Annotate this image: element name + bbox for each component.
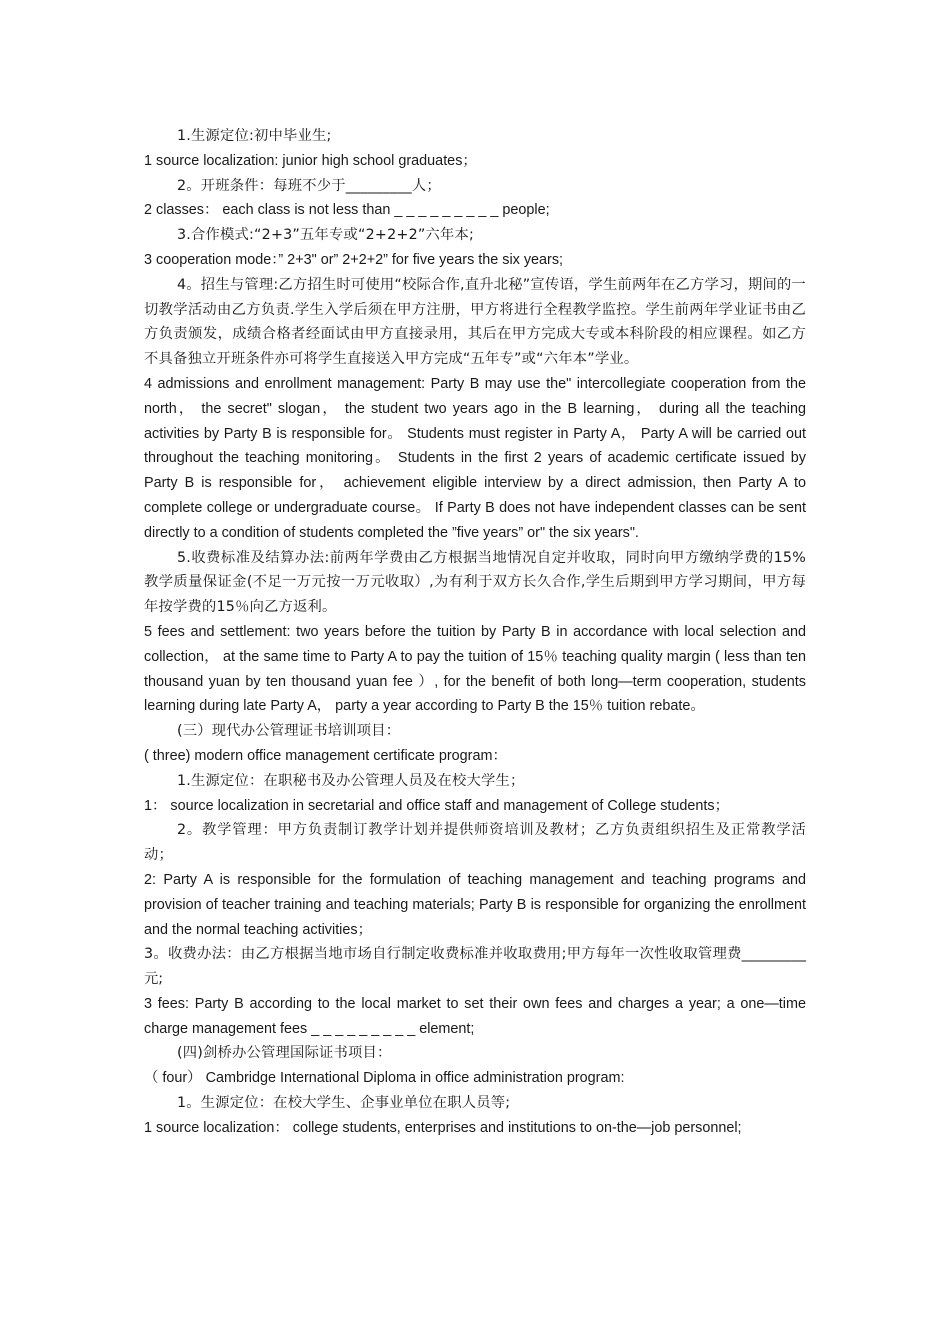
- section-heading-zh-3: (三）现代办公管理证书培训项目：: [177, 723, 401, 740]
- paragraph-en-2: 2 classes： each class is not less than _ _ _ _ _ _ _ _ _ people;: [144, 202, 550, 219]
- paragraph-en-7: 2: Party A is responsible for the formulation of teaching management and teaching programs and provision of teacher training and teaching materials; Party B is responsible for organizing the enrollment and the normal teaching activities；: [144, 871, 806, 938]
- paragraph-en-3: 3 cooperation mode：” 2+3" or” 2+2+2” for five years the six years;: [144, 251, 564, 268]
- paragraph-zh-5: 5.收费标准及结算办法:前两年学费由乙方根据当地情况自定并收取，同时向甲方缴纳学费的15%教学质量保证金(不足一万元按一万元收取）,为有利于双方长久合作,学生后期到甲方学习期间，甲方每年按学费的15％向乙方返利。: [144, 549, 806, 616]
- paragraph-en-5: 5 fees and settlement: two years before the tuition by Party B in accordance with local selection and collection， at the same time to Party A to pay the tuition of 15％ teaching quality margin ( less than ten thousand yuan by ten thousand yuan fee ）, for the benefit of both long—term cooperation, students learning during late Party A， party a year according to Party B the 15％ tuition rebate。: [144, 623, 806, 715]
- paragraph-en-1: 1 source localization: junior high school graduates；: [144, 152, 477, 169]
- paragraph-zh-3: 3.合作模式:“2+3”五年专或“2+2+2”六年本;: [177, 227, 474, 244]
- paragraph-zh-1: 1.生源定位:初中毕业生;: [177, 128, 332, 144]
- paragraph-en-8: 3 fees: Party B according to the local market to set their own fees and charges a year; a one—time charge management fees _ _ _ _ _ _ _ _ _ element;: [144, 995, 806, 1037]
- paragraph-en-9: 1 source localization： college students, enterprises and institutions to on-the—job personnel;: [144, 1119, 742, 1136]
- paragraph-en-4: 4 admissions and enrollment management: Party B may use the" intercollegiate cooperation from the north， the secret" slogan， the student two years ago in the B learning， during all the teaching activities by Party B is responsible for。 Students must register in Party A， Party A will be carried out throughout the teaching monitoring。 Students in the first 2 years of academic certificate issued by Party B is responsible for， achievement eligible interview by a direct admission, then Party A to complete college or undergraduate course。 If Party B does not have independent classes can be sent directly to a condition of students completed the ”five years” or" the six years".: [144, 375, 806, 541]
- paragraph-zh-2: 2。开班条件：每班不少于_________人；: [177, 177, 441, 194]
- section-heading-en-3: ( three) modern office management certificate program：: [144, 747, 507, 764]
- paragraph-zh-8: 3。收费办法：由乙方根据当地市场自行制定收费标准并收取费用;甲方每年一次性收取管理费_________元;: [144, 946, 806, 988]
- document-page: [144, 124, 806, 1141]
- section-heading-zh-4: (四)剑桥办公管理国际证书项目：: [177, 1045, 392, 1062]
- paragraph-zh-6: 1.生源定位：在职秘书及办公管理人员及在校大学生；: [177, 772, 525, 789]
- paragraph-zh-9: 1。生源定位：在校大学生、企事业单位在职人员等;: [177, 1095, 511, 1112]
- paragraph-zh-4: 4。招生与管理:乙方招生时可使用“校际合作,直升北秘”宣传语，学生前两年在乙方学习，期间的一切教学活动由乙方负责.学生入学后须在甲方注册，甲方将进行全程教学监控。学生前两年学业证书由乙方负责颁发，成绩合格者经面试由甲方直接录用，其后在甲方完成大专或本科阶段的相应课程。如乙方不具备独立开班条件亦可将学生直接送入甲方完成“五年专”或“六年本”学业。: [144, 276, 806, 368]
- paragraph-en-6: 1： source localization in secretarial and office staff and management of College students；: [144, 797, 730, 814]
- paragraph-zh-7: 2。教学管理：甲方负责制订教学计划并提供师资培训及教材；乙方负责组织招生及正常教学活动；: [144, 822, 806, 864]
- section-heading-en-4: （ four） Cambridge International Diploma in office administration program:: [144, 1070, 625, 1087]
